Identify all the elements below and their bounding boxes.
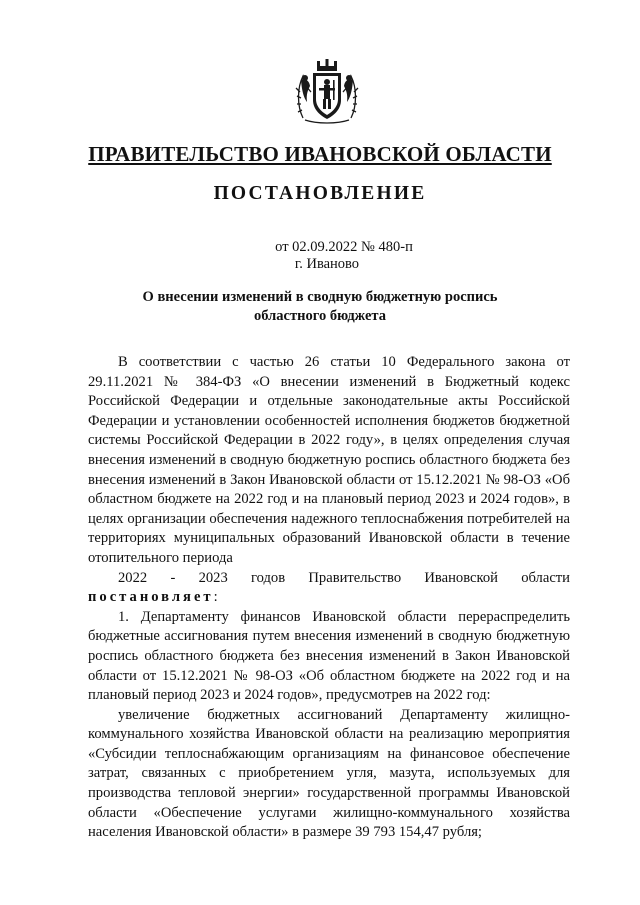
- paragraph-2: увеличение бюджетных ассигнований Департаменту жилищно-коммунального хозяйства Ивановской области на реализацию мероприятия «Субсидии теплоснабжающим организациям на финансовое обеспечение затрат, связанных с приобретением угля, мазута, используемых для производства тепловой энергии» государственной программы Ивановской области «Обеспечение услугами жилищно-коммунального хозяйства населения Ивановской области» в размере 39 793 154,47 рубля;: [88, 706, 570, 841]
- preamble-text: В соответствии с частью 26 статьи 10 Федерального закона от 29.11.2021 № 384-ФЗ «О внесении изменений в Бюджетный кодекс Российской Федерации и отдельные законодательные акты Российской Федерации и установлении особенностей исполнения бюджетов бюджетной системы Российской Федерации в 2022 году», в целях определения случая внесения изменений в сводную бюджетную роспись областного бюджета без внесения изменений в Закон Ивановской области от 15.12.2021 № 98-ОЗ «Об областном бюджете на 2022 год и на плановый период 2023 и 2024 годов», в целях организации обеспечения надежного теплоснабжения потребителей на территориях муниципальных образований Ивановской области в течение отопительного периода: [88, 354, 570, 566]
- title-line-2: областного бюджета: [254, 308, 386, 324]
- document-title: [0, 288, 640, 326]
- resolves-word: постановляет: [88, 589, 214, 606]
- resolves-colon: :: [213, 589, 218, 606]
- paragraph-1: 1. Департаменту финансов Ивановской области перераспределить бюджетные ассигнования путем внесения изменений в сводную бюджетную роспись областного бюджета без внесения изменений в Закон Ивановской области от 15.12.2021 № 98-ОЗ «Об областном бюджете на 2022 год и на плановый период 2023 и 2024 годов», предусмотрев на 2022 год:: [88, 608, 570, 704]
- preamble-tail: 2022 - 2023 годов Правительство Ивановской области: [118, 569, 570, 586]
- date-number: от 02.09.2022 № 480-п: [275, 239, 413, 255]
- city: г. Иваново: [294, 256, 360, 272]
- coat-of-arms-icon: [293, 58, 361, 126]
- resolves-line: [88, 588, 570, 608]
- title-line-1: О внесении изменений в сводную бюджетную роспись: [142, 289, 498, 305]
- organization-name: ПРАВИТЕЛЬСТВО ИВАНОВСКОЙ ОБЛАСТИ: [88, 142, 552, 166]
- preamble-paragraph: [88, 353, 570, 588]
- document-body: [88, 353, 570, 843]
- document-type: ПОСТАНОВЛЕНИЕ: [213, 183, 427, 204]
- document-meta: [0, 239, 640, 273]
